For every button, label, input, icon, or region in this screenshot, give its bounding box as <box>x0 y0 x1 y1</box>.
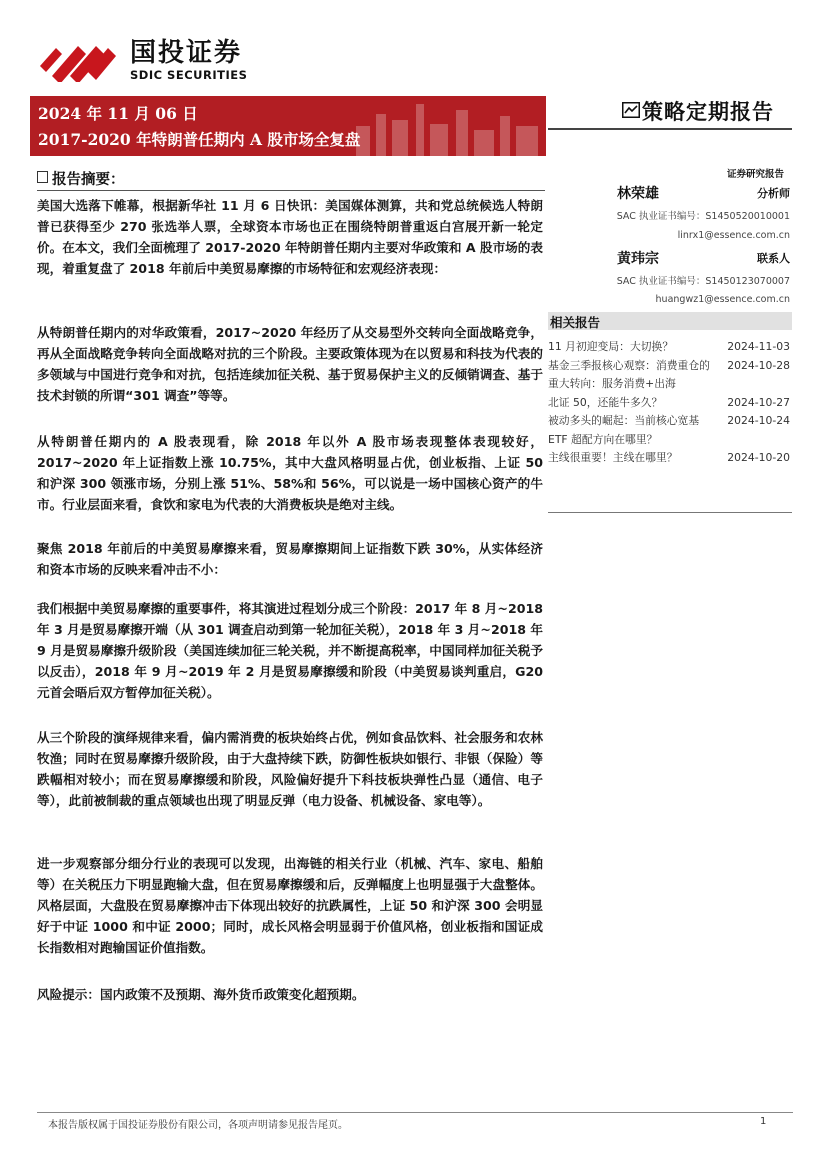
abstract-title: 报告摘要： <box>52 172 125 188</box>
analyst-role: 联系人 <box>757 252 790 265</box>
logo-text-cn: 国投证券 <box>130 38 243 68</box>
chart-trend-icon <box>622 102 640 118</box>
report-date: 2024 年 11 月 06 日 <box>38 104 198 123</box>
analyst-name: 黄玮宗 <box>617 251 659 267</box>
analyst-role: 分析师 <box>757 187 790 200</box>
related-report-title[interactable]: 北证 50，还能牛多久？ <box>548 395 663 409</box>
abstract-paragraph: 聚焦 2018 年前后的中美贸易摩擦来看，贸易摩擦期间上证指数下跌 30%，从实体经济和资本市场的反映来看冲击不小： <box>37 541 543 577</box>
related-report-title[interactable]: 11 月初迎变局：大切换？ <box>548 340 674 353</box>
abstract-header <box>37 168 545 190</box>
city-skyline-icon <box>346 96 546 156</box>
footer-disclaimer: 本报告版权属于国投证券股份有限公司，各项声明请参见报告尾页。 <box>48 1120 348 1131</box>
title-banner <box>30 96 546 156</box>
abstract-paragraph: 从三个阶段的演绎规律来看，偏内需消费的板块始终占优，例如食品饮料、社会服务和农林牧渔；同时在贸易摩擦升级阶段，由于大盘持续下跌，防御性板块如银行、非银（保险）等跌幅相对较小；而在贸易摩擦缓和阶段，风险偏好提升下科技板块弹性凸显（通信、电子等），此前被制裁的重点领域也出现了明显反弹（电力设备、机械设备、家电等）。 <box>37 730 543 808</box>
related-report-item[interactable] <box>548 357 790 394</box>
related-report-date: 2024-10-20 <box>727 451 790 464</box>
abstract-paragraph: 从特朗普任期内的对华政策看，2017~2020 年经历了从交易型外交转向全面战略竞争，再从全面战略竞争转向全面战略对抗的三个阶段。主要政策体现为在以贸易和科技为代表的多领域与中国进行竞争和对抗，包括连续加征关税、基于贸易保护主义的反倾销调查、基于技术封锁的所谓“301 调查”等等。 <box>37 325 543 403</box>
related-report-item[interactable] <box>548 338 790 357</box>
report-type-label: 策略定期报告 <box>642 100 774 124</box>
divider <box>548 128 792 130</box>
divider <box>37 190 545 191</box>
divider <box>548 512 792 513</box>
abstract-paragraph: 进一步观察部分细分行业的表现可以发现，出海链的相关行业（机械、汽车、家电、船舶等）在关税压力下明显跑输大盘，但在贸易摩擦缓和后，反弹幅度上也明显强于大盘整体。风格层面，大盘股在贸易摩擦冲击下体现出较好的抗跌属性，上证 50 和沪深 300 会明显好于中证 1000 和中证 2000；同时，成长风格会明显弱于价值风格，创业板指和国证成长指数相对跑输国证价值指数。 <box>37 856 543 955</box>
related-report-item[interactable] <box>548 412 790 449</box>
analyst-name: 林荣雄 <box>617 186 659 202</box>
abstract-paragraph: 从特朗普任期内的 A 股表现看，除 2018 年以外 A 股市场表现整体表现较好，2017~2020 年上证指数上涨 10.75%，其中大盘风格明显占优，创业板指、上证 50 和沪深 300 领涨市场，分别上涨 51%、58%和 56%，可以说是一场中国核心资产的牛市。行业层面来看，食饮和家电为代表的大消费板块是绝对主线。 <box>37 434 543 512</box>
logo-mark-icon <box>38 36 118 82</box>
related-reports-title: 相关报告 <box>550 315 601 330</box>
related-reports-list <box>548 338 790 468</box>
risk-warning: 风险提示：国内政策不及预期、海外货币政策变化超预期。 <box>37 987 365 1002</box>
related-report-date: 2024-10-28 <box>727 358 790 372</box>
related-report-title[interactable]: 基金三季报核心观察：消费重仓的重大转向：服务消费+出海 <box>548 358 710 390</box>
abstract-paragraph: 我们根据中美贸易摩擦的重要事件，将其演进过程划分成三个阶段：2017 年 8 月~2018 年 3 月是贸易摩擦开端（从 301 调查启动到第一轮加征关税），2018 年 3 月~2018 年 9 月是贸易摩擦升级阶段（美国连续加征三轮关税，并不断提高税率，中国同样加征关税予以反击），2018 年 9 月~2019 年 2 月是贸易摩擦缓和阶段（中美贸易谈判重启，G20 元首会晤后双方暂停加征关税）。 <box>37 601 543 700</box>
related-report-item[interactable] <box>548 449 790 468</box>
report-title: 2017-2020 年特朗普任期内 A 股市场全复盘 <box>38 130 361 149</box>
related-report-title[interactable]: 主线很重要！主线在哪里？ <box>548 451 678 464</box>
related-report-title[interactable]: 被动多头的崛起：当前核心宽基 ETF 超配方向在哪里？ <box>548 414 700 446</box>
related-report-item[interactable] <box>548 394 790 413</box>
related-report-date: 2024-10-27 <box>727 395 790 409</box>
related-reports-header <box>548 312 792 330</box>
analyst-sac: SAC 执业证书编号：S1450520010001 <box>616 211 790 222</box>
report-type <box>620 96 792 126</box>
company-logo <box>38 36 260 84</box>
document-icon <box>37 171 48 183</box>
report-subtype: 证券研究报告 <box>726 169 784 180</box>
analyst-email[interactable]: huangwz1@essence.com.cn <box>655 294 790 305</box>
abstract-paragraph: 美国大选落下帷幕，根据新华社 11 月 6 日快讯：美国媒体测算，共和党总统候选人特朗普已获得至少 270 张选举人票，全球资本市场也正在围绕特朗普重返白宫展开新一轮定价。在本文，我们全面梳理了 2017-2020 年特朗普任期内主要对华政策和 A 股市场的表现，着重复盘了 2018 年前后中美贸易摩擦的市场特征和宏观经济表现： <box>37 198 543 276</box>
related-report-date: 2024-10-24 <box>727 414 790 427</box>
analyst-sac: SAC 执业证书编号：S1450123070007 <box>616 276 790 287</box>
divider <box>37 1112 793 1113</box>
page-number: 1 <box>760 1116 767 1127</box>
analyst-email[interactable]: linrx1@essence.com.cn <box>677 230 790 241</box>
related-report-date: 2024-11-03 <box>727 340 790 353</box>
logo-text-en: SDIC SECURITIES <box>130 68 248 82</box>
